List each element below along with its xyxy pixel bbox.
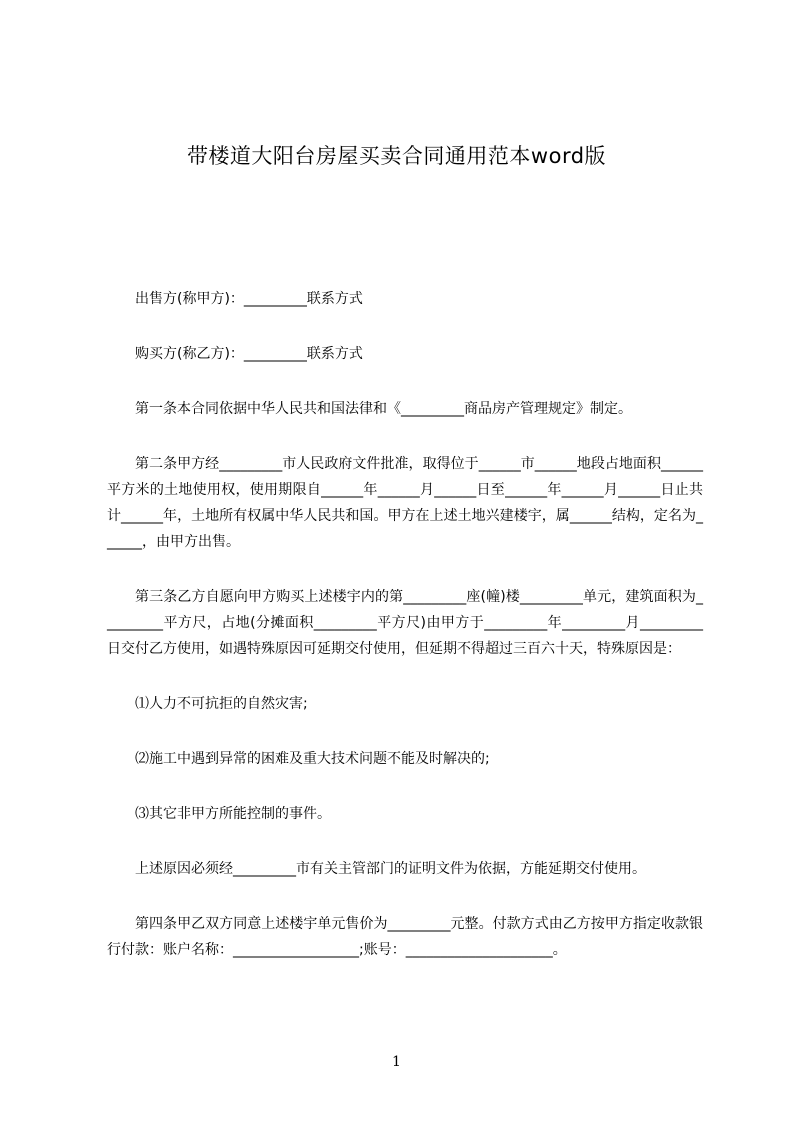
contract-body (107, 286, 703, 992)
article-1-paragraph: 第一条本合同依据中华人民共和国法律和《_________商品房产管理规定》制定。 (135, 401, 632, 417)
delay-reason-2: ⑵施工中遇到异常的困难及重大技术问题不能及时解决的; (135, 751, 490, 767)
page-number: 1 (392, 1054, 401, 1070)
document-title: 带楼道大阳台房屋买卖合同通用范本word版 (186, 144, 607, 168)
article-3-paragraph: 第三条乙方自愿向甲方购买上述楼宇内的第_________座(幢)楼_________单元，建筑面积为_________平方尺，占地(分摊面积_________平方尺)由甲方于_________年_________月_________日交付乙方使用，如遇特殊原因可延期交付使用，但延期不得超过三百六十天，特殊原因是： (107, 589, 703, 657)
delay-evidence-paragraph: 上述原因必须经_________市有关主管部门的证明文件为依据，方能延期交付使用。 (135, 861, 646, 877)
delay-reason-1: ⑴人力不可抗拒的自然灾害; (135, 696, 308, 712)
article-2-paragraph: 第二条甲方经_________市人民政府文件批准，取得位于______市______地段占地面积______平方米的土地使用权，使用期限自______年______月______日至______年______月______日止共计______年，土地所有权属中华人民共和国。甲方在上述土地兴建楼宇，属______结构，定名为______，由甲方出售。 (107, 456, 703, 550)
buyer-line: 购买方(称乙方)：_________联系方式 (135, 346, 363, 362)
delay-reason-3: ⑶其它非甲方所能控制的事件。 (135, 806, 331, 822)
seller-line: 出售方(称甲方)：_________联系方式 (135, 291, 363, 307)
article-4-paragraph: 第四条甲乙双方同意上述楼宇单元售价为_________元整。付款方式由乙方按甲方指定收款银行付款：账户名称：__________________;账号：_____________________。 (107, 916, 703, 958)
